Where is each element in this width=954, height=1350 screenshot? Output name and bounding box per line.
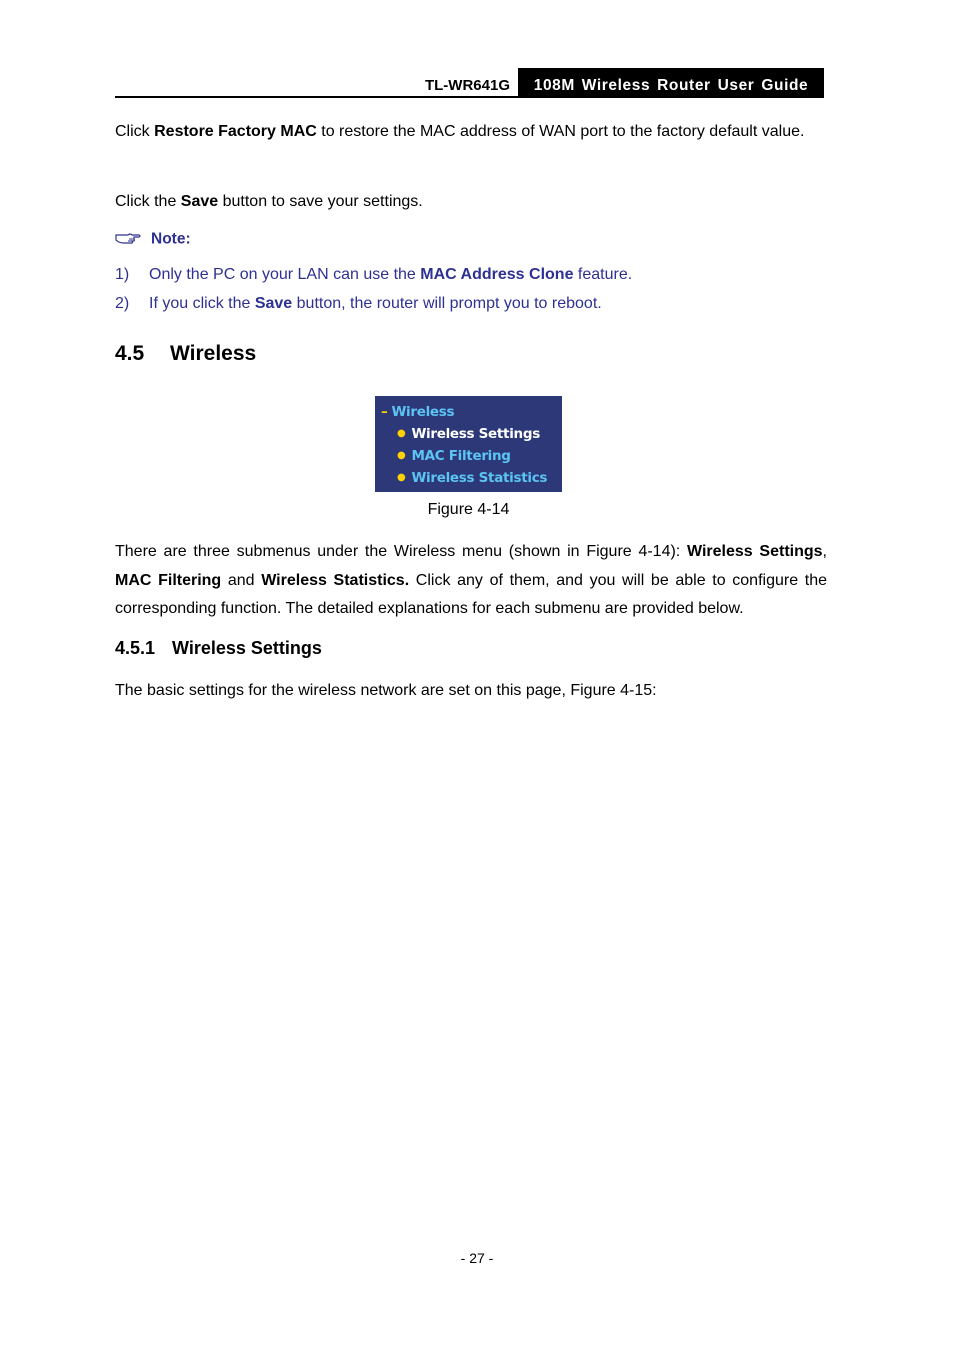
section-title: Wireless (170, 342, 257, 365)
text: Only the PC on your LAN can use the (149, 266, 421, 283)
bold-term: Restore Factory MAC (154, 123, 317, 140)
text: If you click the (149, 295, 255, 312)
header-model: TL-WR641G (424, 77, 510, 94)
note-number: 1) (115, 266, 130, 283)
menu-item-wireless-statistics[interactable] (397, 470, 547, 486)
note-number: 2) (115, 295, 130, 312)
menu-heading-label: Wireless (391, 404, 455, 420)
restore-mac-paragraph (115, 118, 815, 147)
save-paragraph (115, 188, 815, 217)
text: There are three submenus under the Wireless menu (shown in Figure 4-14): (115, 543, 687, 560)
text: Click (115, 123, 155, 140)
bullet-icon: ● (397, 450, 406, 461)
text: button, the router will prompt you to reboot. (292, 295, 602, 312)
menu-item-label: MAC Filtering (411, 448, 511, 464)
bold-term: MAC Filtering (115, 571, 222, 589)
bold-term: Save (254, 295, 293, 312)
bold-term: Wireless Statistics. (261, 571, 410, 589)
section-number: 4.5 (115, 342, 145, 365)
menu-item-mac-filtering[interactable] (397, 448, 511, 464)
bullet-icon: ● (397, 472, 406, 483)
bold-term: Save (180, 193, 219, 210)
bold-term: Wireless Settings (687, 543, 823, 560)
bullet-icon: ● (397, 428, 406, 439)
menu-item-label: Wireless Settings (411, 426, 540, 442)
note-title-text: Note: (151, 230, 191, 248)
header-guide-title: 108M Wireless Router User Guide (518, 68, 824, 96)
figure-caption: Figure 4-14 (427, 501, 510, 518)
collapse-dash-icon: – (381, 404, 388, 420)
menu-item-wireless-settings[interactable] (397, 426, 540, 442)
page-header (115, 68, 824, 98)
text: button to save your settings. (218, 193, 423, 210)
section-heading (115, 342, 256, 366)
menu-heading-wireless[interactable] (381, 404, 454, 420)
pointing-hand-icon (115, 229, 145, 250)
text: feature. (573, 266, 633, 283)
subsection-number: 4.5.1 (115, 638, 156, 658)
basic-settings-paragraph: The basic settings for the wireless network are set on this page, Figure 4-15: (115, 682, 657, 699)
submenus-paragraph (115, 538, 827, 624)
note-item (115, 266, 632, 284)
bold-term: MAC Address Clone (420, 266, 574, 283)
text: Click any of them, and you will be able to configure the corresponding function. The detailed explanations for each submenu are provided below. (115, 571, 827, 617)
note-item (115, 295, 602, 313)
text: and (221, 571, 262, 589)
text: to restore the MAC address of WAN port to the factory default value. (316, 123, 805, 140)
subsection-heading (115, 638, 322, 659)
text: , (822, 543, 827, 560)
menu-item-label: Wireless Statistics (411, 470, 548, 486)
text: Click the (115, 193, 181, 210)
note-heading (115, 229, 191, 250)
subsection-title: Wireless Settings (172, 638, 322, 658)
page-number: - 27 - (460, 1250, 494, 1266)
wireless-menu-figure (375, 396, 562, 492)
